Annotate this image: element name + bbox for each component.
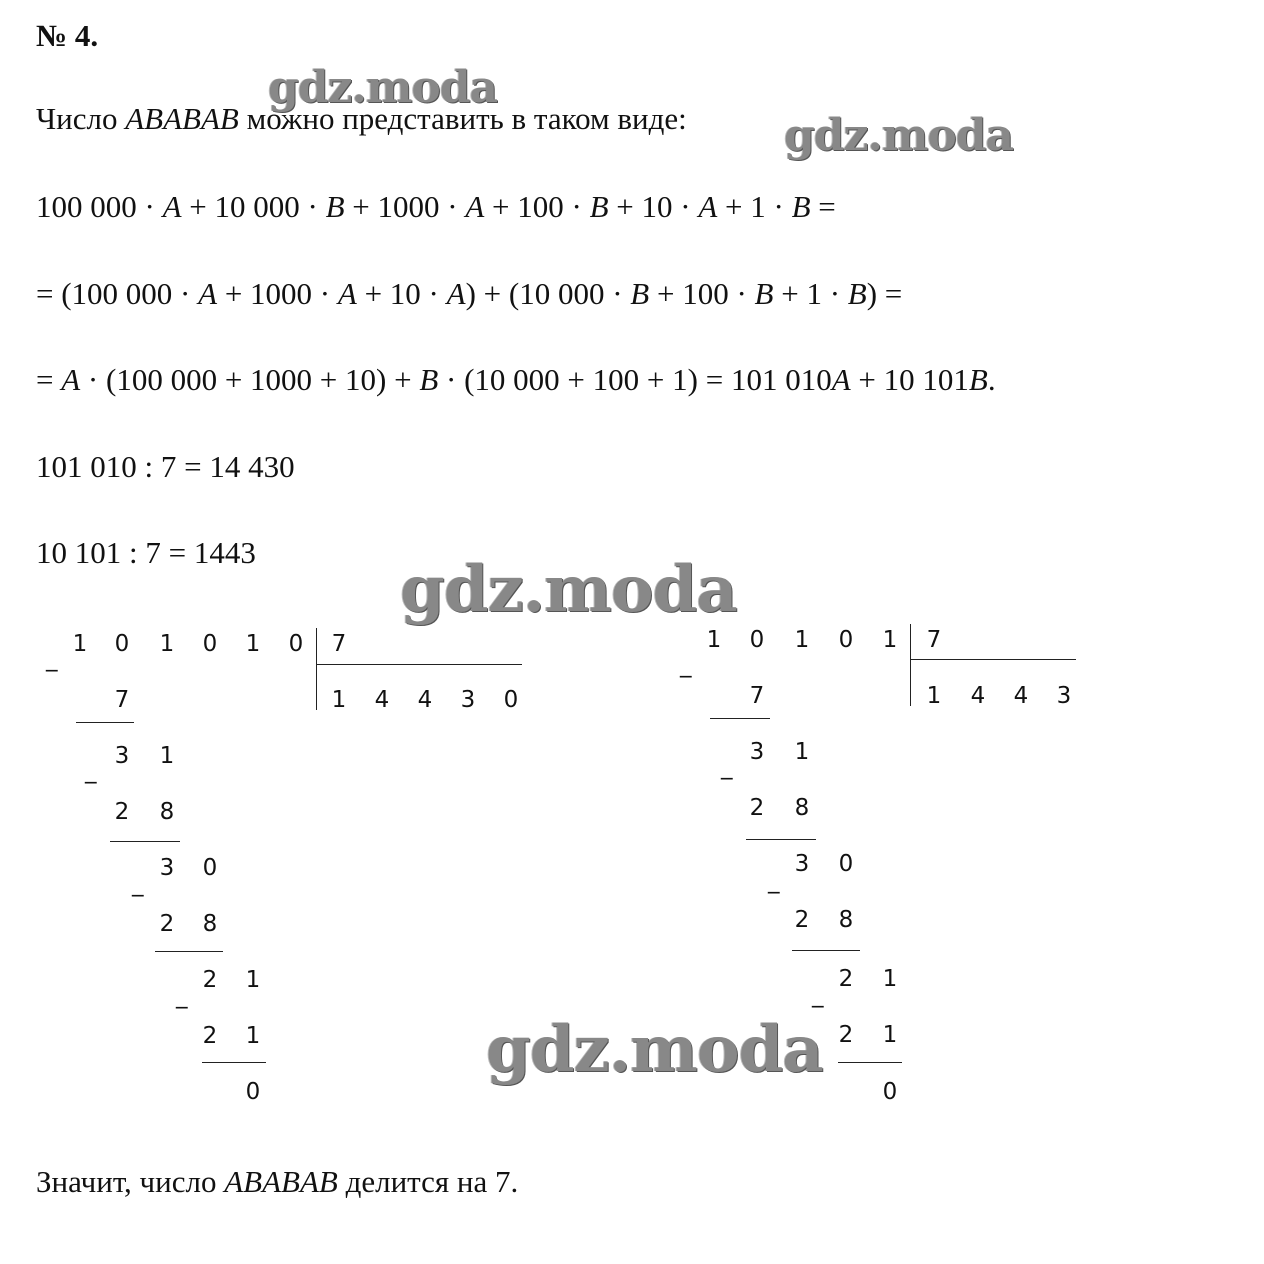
variable: B — [968, 362, 988, 397]
quotient-digit: 0 — [503, 687, 519, 713]
step-digit: 2 — [202, 967, 218, 993]
dividend-digit: 1 — [882, 627, 898, 653]
equation-text: + 1000 · — [344, 189, 466, 224]
step-digit: 7 — [749, 683, 765, 709]
step-digit: 0 — [202, 855, 218, 881]
quotient-digit: 3 — [1056, 683, 1072, 709]
variable: B — [847, 276, 867, 311]
step-digit: 1 — [159, 743, 175, 769]
variable: A — [337, 276, 357, 311]
step-underline — [838, 1062, 902, 1063]
problem-number: № 4. — [36, 18, 99, 53]
step-digit: 8 — [202, 911, 218, 937]
quotient-digit: 1 — [331, 687, 347, 713]
division-result-2: 10 101 : 7 = 1443 — [36, 535, 256, 570]
dividend-digit: 0 — [838, 627, 854, 653]
minus-sign: _ — [721, 754, 733, 780]
variable: A — [198, 276, 218, 311]
dividend-digit: 0 — [114, 631, 130, 657]
equation-text: + 1 · — [717, 189, 792, 224]
equation-text: + 100 · — [649, 276, 755, 311]
equation-text: · (100 000 + 1000 + 10) + — [80, 362, 420, 397]
equation-line-2 — [36, 278, 902, 309]
minus-sign: _ — [768, 868, 780, 894]
step-digit: 2 — [749, 795, 765, 821]
equation-line-3 — [36, 364, 996, 395]
step-digit: 2 — [114, 799, 130, 825]
division-result-1: 101 010 : 7 = 14 430 — [36, 449, 295, 484]
minus-sign: _ — [132, 871, 144, 897]
quotient-digit: 1 — [926, 683, 942, 709]
variable: A — [61, 362, 81, 397]
variable: B — [791, 189, 811, 224]
step-digit: 2 — [202, 1023, 218, 1049]
step-digit: 8 — [159, 799, 175, 825]
equation-text: + 1000 · — [217, 276, 338, 311]
dividend-digit: 1 — [245, 631, 261, 657]
minus-sign: _ — [812, 982, 824, 1008]
dividend-digit: 0 — [288, 631, 304, 657]
variable: B — [325, 189, 345, 224]
remainder: 0 — [882, 1079, 898, 1105]
minus-sign: _ — [680, 652, 692, 678]
step-digit: 1 — [245, 967, 261, 993]
step-digit: 0 — [838, 851, 854, 877]
dividend-digit: 0 — [202, 631, 218, 657]
step-digit: 3 — [159, 855, 175, 881]
step-digit: 3 — [794, 851, 810, 877]
variable: B — [419, 362, 439, 397]
watermark: gdz.moda — [400, 552, 737, 627]
step-digit: 1 — [245, 1023, 261, 1049]
quotient-digit: 4 — [970, 683, 986, 709]
dividend-digit: 1 — [706, 627, 722, 653]
quotient-digit: 4 — [417, 687, 433, 713]
watermark: gdz.moda — [268, 62, 498, 113]
minus-sign: _ — [176, 983, 188, 1009]
step-digit: 1 — [882, 1022, 898, 1048]
step-digit: 3 — [114, 743, 130, 769]
step-underline — [110, 841, 180, 842]
step-underline — [202, 1062, 266, 1063]
dividend-digit: 1 — [72, 631, 88, 657]
minus-sign: _ — [46, 646, 58, 672]
intro-text: Число ABABAB можно представить в таком виде: — [36, 101, 687, 136]
variable: A — [831, 362, 851, 397]
step-digit: 8 — [794, 795, 810, 821]
step-underline — [155, 951, 223, 952]
equation-text: + 10 · — [356, 276, 447, 311]
equation-text: = (100 000 · — [36, 276, 199, 311]
variable: A — [465, 189, 485, 224]
equation-text: ) + (10 000 · — [465, 276, 631, 311]
step-underline — [76, 722, 134, 723]
equation-text: + 10 · — [608, 189, 699, 224]
equation-text: + 100 · — [484, 189, 590, 224]
step-digit: 3 — [749, 739, 765, 765]
equation-text: = — [36, 362, 62, 397]
divisor: 7 — [926, 627, 942, 653]
quotient-digit: 4 — [374, 687, 390, 713]
equation-text: · (10 000 + 100 + 1) = 101 010 — [438, 362, 832, 397]
quotient-digit: 3 — [460, 687, 476, 713]
conclusion-text: Значит, число ABABAB делится на 7. — [36, 1164, 519, 1199]
step-digit: 2 — [838, 1022, 854, 1048]
step-digit: 2 — [159, 911, 175, 937]
remainder: 0 — [245, 1079, 261, 1105]
equation-text: + 10 000 · — [181, 189, 326, 224]
division-bar-horizontal — [910, 659, 1076, 660]
equation-text: + 10 101 — [850, 362, 969, 397]
variable: A — [446, 276, 466, 311]
divisor: 7 — [331, 631, 347, 657]
step-underline — [710, 718, 770, 719]
dividend-digit: 0 — [749, 627, 765, 653]
variable: B — [754, 276, 774, 311]
step-digit: 2 — [794, 907, 810, 933]
watermark: gdz.moda — [486, 1012, 823, 1087]
equation-text: 100 000 · — [36, 189, 163, 224]
division-bar-vertical — [316, 628, 317, 710]
equation-line-1 — [36, 191, 836, 222]
division-bar-horizontal — [316, 664, 522, 665]
variable: B — [589, 189, 609, 224]
dividend-digit: 1 — [159, 631, 175, 657]
step-digit: 2 — [838, 966, 854, 992]
watermark: gdz.moda — [784, 110, 1014, 161]
step-digit: 7 — [114, 687, 130, 713]
equation-text: + 1 · — [773, 276, 848, 311]
variable: A — [698, 189, 718, 224]
dividend-digit: 1 — [794, 627, 810, 653]
minus-sign: _ — [85, 758, 97, 784]
equation-text: = — [810, 189, 836, 224]
variable: A — [162, 189, 182, 224]
quotient-digit: 4 — [1013, 683, 1029, 709]
step-underline — [746, 839, 816, 840]
equation-text: ) = — [866, 276, 903, 311]
variable: B — [630, 276, 650, 311]
step-digit: 1 — [882, 966, 898, 992]
equation-text: . — [987, 362, 996, 397]
step-digit: 8 — [838, 907, 854, 933]
division-bar-vertical — [910, 624, 911, 706]
step-underline — [792, 950, 860, 951]
step-digit: 1 — [794, 739, 810, 765]
